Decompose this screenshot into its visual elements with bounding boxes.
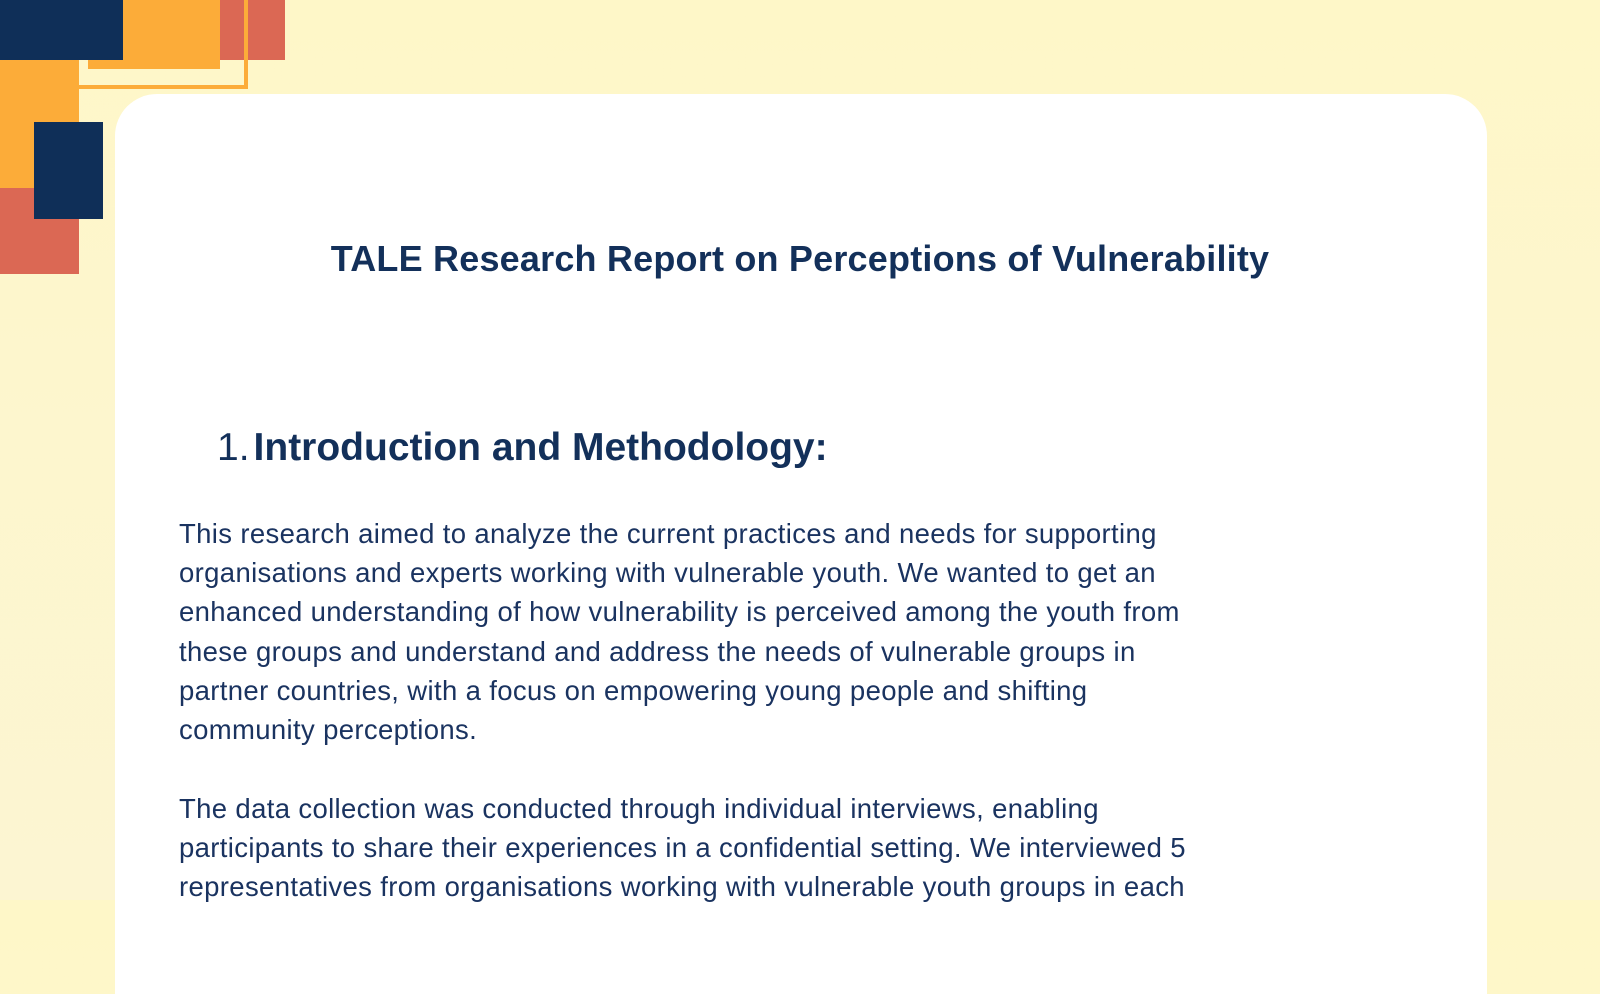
paragraph-line: partner countries, with a focus on empowering young people and shifting bbox=[179, 674, 1088, 706]
section-heading-label: Introduction and Methodology: bbox=[253, 426, 828, 469]
paragraph-line: organisations and experts working with vulnerable youth. We wanted to get an bbox=[179, 557, 1156, 589]
decorative-orange-outline-frame bbox=[78, 0, 248, 89]
paragraph-line: these groups and understand and address the needs of vulnerable groups in bbox=[179, 635, 1136, 667]
paragraph-line: participants to share their experiences in a confidential setting. We interviewed 5 bbox=[179, 832, 1186, 864]
section-number: 1. bbox=[217, 426, 250, 469]
decorative-navy-block-mid bbox=[34, 122, 103, 219]
paragraph-line: This research aimed to analyze the current practices and needs for supporting bbox=[179, 518, 1157, 549]
paragraph-introduction bbox=[179, 514, 1429, 749]
document-title: TALE Research Report on Perceptions of Vulnerability bbox=[330, 238, 1270, 279]
paragraph-line: community perceptions. bbox=[179, 714, 478, 746]
paragraph-methodology bbox=[179, 789, 1429, 907]
section-heading bbox=[217, 426, 828, 470]
paragraph-line: enhanced understanding of how vulnerability is perceived among the youth from bbox=[179, 596, 1180, 628]
paragraph-line: representatives from organisations working with vulnerable youth groups in each bbox=[179, 871, 1185, 903]
paragraph-line: The data collection was conducted through individual interviews, enabling bbox=[179, 793, 1099, 824]
